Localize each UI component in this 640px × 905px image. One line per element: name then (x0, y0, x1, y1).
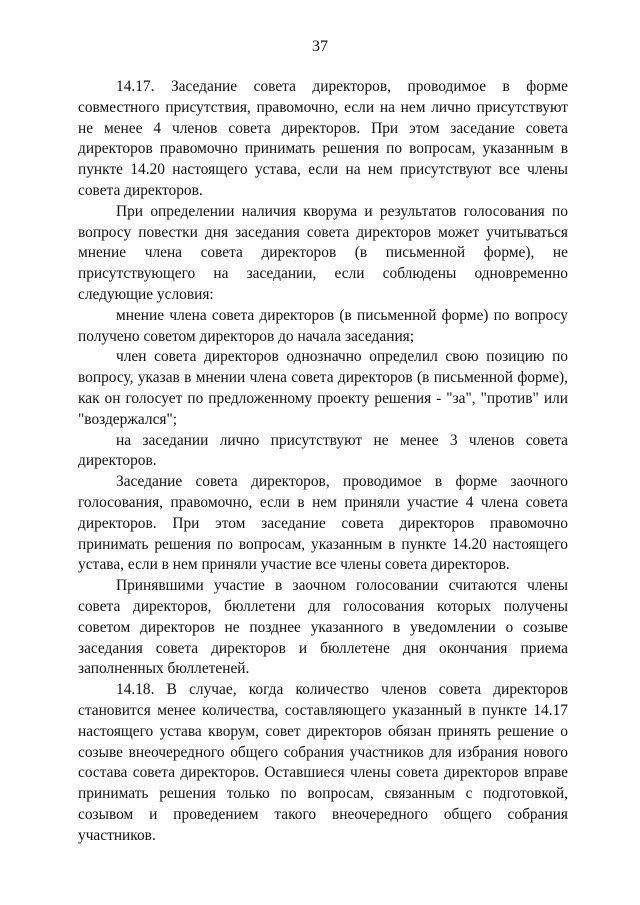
paragraph-14-18: 14.18. В случае, когда количество членов совета директоров становится менее количества, составляющего указанный в пункте 14.17 настоящего устава кворум, совет директоров обязан принять решение о созыве внеочередного общего собрания участников для избрания нового состава совета директоров. Оставшиеся члены совета директоров вправе принимать решения только по вопросам, связанным с подготовкой, созывом и проведением такого внеочередного общего собрания участников. (78, 681, 568, 844)
paragraph-absentee-participants: Принявшими участие в заочном голосовании считаются члены совета директоров, бюллетени для голосования которых получены советом директоров не позднее указанного в уведомлении о созыве заседания совета директоров и бюллетене дня окончания приема заполненных бюллетеней. (78, 577, 568, 678)
document-body (78, 77, 568, 846)
page-number: 37 (312, 38, 328, 55)
condition-members-present: на заседании лично присутствуют не менее 3 членов совета директоров. (78, 431, 568, 470)
paragraph-14-17: 14.17. Заседание совета директоров, проводимое в форме совместного присутствия, правомочно, если на нем лично присутствуют не менее 4 членов совета директоров. При этом заседание совета директоров правомочно принимать решения по вопросам, указанным в пункте 14.20 настоящего устава, если на нем присутствуют все члены совета директоров. (78, 78, 568, 199)
condition-written-opinion-received: мнение члена совета директоров (в письменной форме) по вопросу получено советом директоров до начала заседания; (78, 306, 568, 345)
paragraph-quorum-conditions: При определении наличия кворума и результатов голосования по вопросу повестки дня заседания совета директоров может учитываться мнение члена совета директоров (в письменной форме), не присутствующего на заседании, если соблюдены одновременно следующие условия: (78, 202, 568, 303)
paragraph-absentee-voting: Заседание совета директоров, проводимое в форме заочного голосования, правомочно, если в нем приняли участие 4 члена совета директоров. При этом заседание совета директоров правомочно принимать решения по вопросам, указанным в пункте 14.20 настоящего устава, если в нем приняли участие все члены совета директоров. (78, 473, 568, 574)
condition-position-defined: член совета директоров однозначно определил свою позицию по вопросу, указав в мнении члена совета директоров (в письменной форме), как он голосует по предложенному проекту решения - "за", "против" или "воздержался"; (78, 348, 568, 428)
